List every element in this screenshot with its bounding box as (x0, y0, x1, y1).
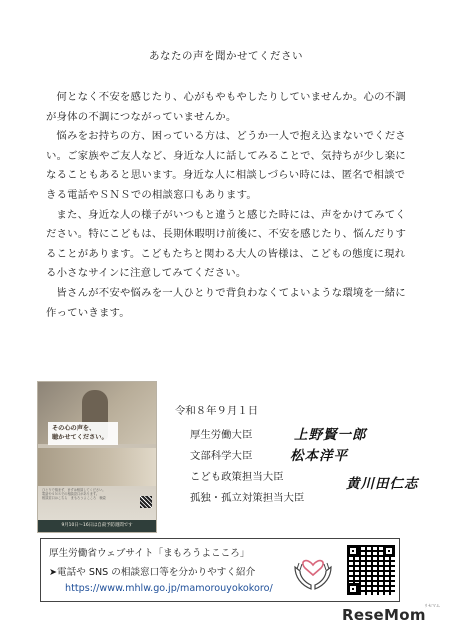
date-line: 令和８年９月１日 (175, 405, 259, 417)
resemom-watermark-sub: リセマム (424, 603, 440, 608)
poster-photo-bottom (38, 448, 156, 486)
info-box (40, 538, 400, 602)
minister-role-3: こども政策担当大臣 (190, 471, 284, 483)
signature-3: 黄川田仁志 (346, 476, 419, 492)
minister-role-4: 孤独・孤立対策担当大臣 (190, 492, 305, 504)
poster-fineprint: ひとりで悩まず、まずは相談してください。 電話やＳＮＳでの相談窓口があります。 相談窓口はこちら まもろうよこころ 検索 (42, 488, 106, 501)
poster-headline: その心の声を、 聴かせてください。 (48, 422, 118, 445)
info-url-link[interactable]: https://www.mhlw.go.jp/mamorouyokokoro/ (65, 583, 273, 594)
body-text (46, 88, 410, 323)
paragraph-4: 皆さんが不安や悩みを一人ひとりで背負わなくてよいような環境を一緒に作っていきます。 (46, 286, 406, 319)
poster-qr-icon (140, 496, 152, 508)
signature-2: 松本洋平 (290, 448, 348, 464)
campaign-poster (37, 381, 157, 533)
paragraph-1: 何となく不安を感じたり、心がもやもやしたりしていませんか。心の不調が身体の不調につながっていませんか。 (46, 91, 406, 123)
qr-code-icon[interactable] (347, 545, 395, 595)
resemom-watermark-logo: ReseMom (342, 606, 426, 624)
minister-role-2: 文部科学大臣 (190, 450, 253, 462)
paragraph-2: 悩みをお持ちの方、困っている方は、どうか一人で抱え込まないでください。ご家族やご友人など、身近な人に話してみることで、気持ちが少し楽になることもあると思います。身近な人に相談しづらい時には、匿名で相談できる電話やＳＮＳでの相談窓口もあります。 (46, 130, 406, 201)
signature-1: 上野賢一郎 (294, 427, 367, 443)
poster-footer-bar: 9月10日〜16日は自殺予防週間です (38, 520, 156, 532)
info-title: 厚生労働省ウェブサイト「まもろうよこころ」 (49, 548, 250, 559)
minister-role-1: 厚生労働大臣 (190, 429, 253, 441)
info-description: ➤電話や SNS の相談窓口等を分かりやすく紹介 (49, 567, 256, 578)
hands-heart-icon (291, 545, 335, 593)
document-title: あなたの声を聞かせてください (149, 50, 303, 62)
paragraph-3: また、身近な人の様子がいつもと違うと感じた時には、声をかけてみてください。特にこどもは、長期休暇明け前後に、不安を感じたり、悩んだりすることがあります。こどもたちと関わる大人の皆様は、こどもの態度に現れる小さなサインに注意してみてください。 (46, 208, 407, 280)
